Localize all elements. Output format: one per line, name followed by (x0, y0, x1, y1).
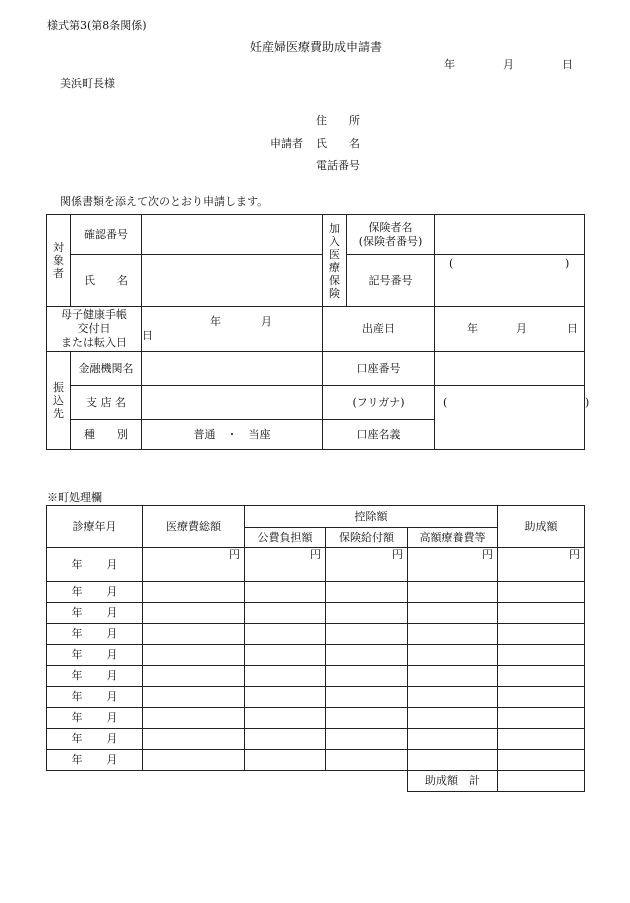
amount-cell[interactable] (143, 666, 245, 687)
amount-cell[interactable] (326, 750, 408, 771)
header-high-cost: 高額療養費等 (408, 528, 498, 548)
amount-cell[interactable] (143, 645, 245, 666)
yen-cell[interactable]: 円 (498, 548, 585, 582)
table-row (47, 729, 585, 750)
month-cell[interactable]: 年 月 (47, 645, 143, 666)
amount-cell[interactable] (245, 750, 326, 771)
table-row (47, 624, 585, 645)
handbook-date-field[interactable]: 年 月日 (142, 307, 323, 352)
type-label: 種 別 (71, 420, 142, 450)
amount-cell[interactable] (143, 582, 245, 603)
furigana-paren-close: ) (585, 396, 590, 409)
branch-label: 支 店 名 (71, 386, 142, 420)
table-row (47, 750, 585, 771)
total-row (47, 771, 585, 792)
amount-cell[interactable] (245, 645, 326, 666)
applicant-address-label: 住 所 (316, 114, 360, 127)
amount-cell[interactable] (408, 729, 498, 750)
table-row (47, 687, 585, 708)
amount-cell[interactable] (498, 687, 585, 708)
amount-cell[interactable] (245, 708, 326, 729)
table-row (47, 666, 585, 687)
header-deduction: 控除額 (245, 506, 498, 528)
total-label: 助成額 計 (408, 771, 498, 792)
date-day-label: 日 (562, 58, 573, 71)
amount-cell[interactable] (498, 582, 585, 603)
amount-cell[interactable] (408, 645, 498, 666)
form-id: 様式第3(第8条関係) (47, 19, 147, 32)
amount-cell[interactable] (498, 708, 585, 729)
town-processing-table (46, 505, 585, 792)
account-holder-field[interactable] (435, 386, 590, 450)
amount-cell[interactable] (143, 687, 245, 708)
furigana-paren-open: ( (443, 396, 448, 409)
account-holder-label: 口座名義 (323, 420, 435, 450)
header-total-medical: 医療費総額 (143, 506, 245, 548)
amount-cell[interactable] (408, 582, 498, 603)
month-cell[interactable]: 年 月 (47, 582, 143, 603)
confirmation-no-field[interactable] (142, 215, 323, 255)
amount-cell[interactable] (498, 666, 585, 687)
table-row (47, 645, 585, 666)
amount-cell[interactable] (143, 729, 245, 750)
amount-cell[interactable] (408, 750, 498, 771)
subject-label-cell: 対象者 (47, 215, 71, 307)
amount-cell[interactable] (408, 624, 498, 645)
amount-cell[interactable] (498, 645, 585, 666)
symbol-no-label: 記号番号 (347, 255, 435, 307)
insurer-name-field[interactable] (435, 215, 585, 270)
amount-cell[interactable] (143, 603, 245, 624)
account-no-label: 口座番号 (323, 352, 435, 386)
amount-cell[interactable] (498, 624, 585, 645)
application-form-table (46, 214, 590, 450)
town-section-label: ※町処理欄 (47, 491, 102, 504)
account-no-field[interactable] (435, 352, 585, 386)
yen-cell[interactable]: 円 (326, 548, 408, 582)
month-cell[interactable]: 年 月 (47, 548, 143, 582)
amount-cell[interactable] (326, 624, 408, 645)
furigana-label: (フリガナ) (323, 386, 435, 420)
confirmation-no-label: 確認番号 (71, 215, 142, 255)
header-public-burden: 公費負担額 (245, 528, 326, 548)
amount-cell[interactable] (326, 645, 408, 666)
month-cell[interactable]: 年 月 (47, 666, 143, 687)
table-row (47, 603, 585, 624)
addressee: 美浜町長様 (60, 77, 115, 90)
month-cell[interactable]: 年 月 (47, 624, 143, 645)
amount-cell[interactable] (326, 708, 408, 729)
amount-cell[interactable] (408, 666, 498, 687)
amount-cell[interactable] (408, 603, 498, 624)
amount-cell[interactable] (408, 708, 498, 729)
amount-cell[interactable] (326, 687, 408, 708)
applicant-name-label: 氏 名 (316, 137, 360, 150)
amount-cell[interactable] (408, 687, 498, 708)
amount-cell[interactable] (326, 729, 408, 750)
amount-cell[interactable] (245, 582, 326, 603)
header-subsidy: 助成額 (498, 506, 585, 548)
symbol-no-field[interactable] (435, 255, 585, 307)
applicant-label: 申請者 (270, 137, 303, 150)
amount-cell[interactable] (245, 603, 326, 624)
month-cell[interactable]: 年 月 (47, 687, 143, 708)
month-cell[interactable]: 年 月 (47, 750, 143, 771)
name-field[interactable] (142, 255, 323, 307)
transfer-label-cell: 振込先 (47, 352, 71, 450)
handbook-label: 母子健康手帳 交付日 または転入日 (47, 307, 142, 352)
table-row (47, 708, 585, 729)
amount-cell[interactable] (245, 729, 326, 750)
total-field[interactable] (498, 771, 585, 792)
month-cell[interactable]: 年 月 (47, 729, 143, 750)
paren-open: ( (449, 257, 454, 270)
amount-cell[interactable] (326, 603, 408, 624)
table-row (47, 548, 585, 582)
bank-name-label: 金融機関名 (71, 352, 142, 386)
amount-cell[interactable] (143, 708, 245, 729)
date-month-label: 月 (503, 58, 514, 71)
insurer-name-label: 保険者名 (保険者番号) (347, 215, 435, 255)
amount-cell[interactable] (326, 666, 408, 687)
yen-cell[interactable]: 円 (245, 548, 326, 582)
insurance-label-cell: 加入医療保険 (323, 215, 347, 307)
document-title: 妊産婦医療費助成申請書 (250, 40, 383, 54)
amount-cell[interactable] (498, 750, 585, 771)
month-cell[interactable]: 年 月 (47, 603, 143, 624)
applicant-phone-label: 電話番号 (316, 159, 360, 172)
yen-cell[interactable]: 円 (408, 548, 498, 582)
amount-cell[interactable] (143, 624, 245, 645)
month-cell[interactable]: 年 月 (47, 708, 143, 729)
yen-cell[interactable]: 円 (143, 548, 245, 582)
date-year-label: 年 (444, 58, 455, 71)
header-insurance-benefit: 保険給付額 (326, 528, 408, 548)
name-label: 氏 名 (71, 255, 142, 307)
birth-date-field[interactable]: 年 月 日 (435, 307, 585, 352)
header-treatment-month: 診療年月 (47, 506, 143, 548)
amount-cell[interactable] (245, 687, 326, 708)
amount-cell[interactable] (498, 603, 585, 624)
amount-cell[interactable] (245, 624, 326, 645)
paren-close: ) (565, 257, 570, 270)
branch-field[interactable] (142, 386, 323, 420)
intro-text: 関係書類を添えて次のとおり申請します。 (60, 195, 269, 208)
table-row (47, 582, 585, 603)
amount-cell[interactable] (245, 666, 326, 687)
birth-date-label: 出産日 (323, 307, 435, 352)
amount-cell[interactable] (326, 582, 408, 603)
amount-cell[interactable] (498, 729, 585, 750)
type-options[interactable]: 普通 ・ 当座 (142, 420, 323, 450)
amount-cell[interactable] (143, 750, 245, 771)
bank-name-field[interactable] (142, 352, 323, 386)
